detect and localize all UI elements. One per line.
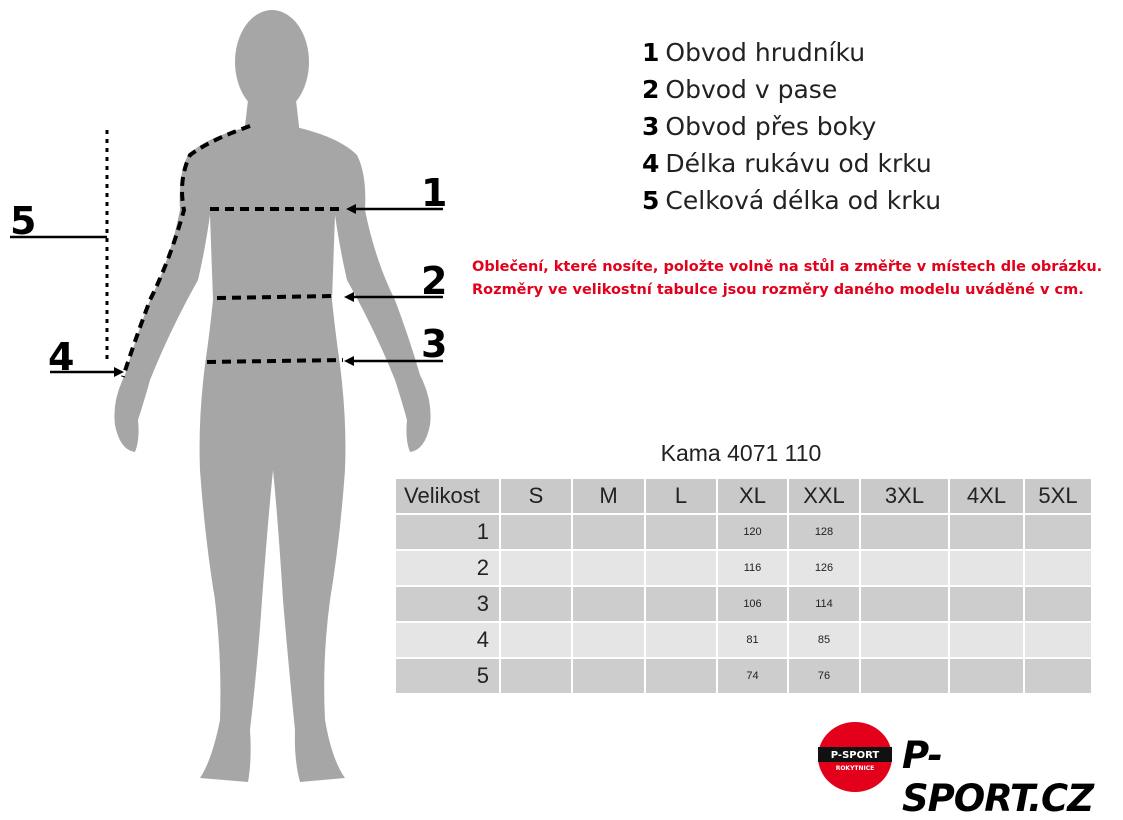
cell-4xl bbox=[950, 623, 1023, 657]
cell-3xl bbox=[861, 623, 948, 657]
table-row bbox=[396, 659, 1091, 693]
row-label: 2 bbox=[396, 551, 499, 585]
cell-4xl bbox=[950, 515, 1023, 549]
legend-number: 1 bbox=[642, 38, 660, 67]
legend-number: 5 bbox=[642, 186, 660, 215]
cell-xxl: 126 bbox=[789, 551, 859, 585]
cell-xl: 106 bbox=[718, 587, 787, 621]
cell-m bbox=[573, 515, 644, 549]
legend-text: Obvod v pase bbox=[665, 75, 838, 104]
diagram-label-4: 4 bbox=[48, 335, 75, 379]
cell-3xl bbox=[861, 659, 948, 693]
row-label: 3 bbox=[396, 587, 499, 621]
table-header-row bbox=[396, 479, 1091, 513]
cell-m bbox=[573, 551, 644, 585]
header-3xl: 3XL bbox=[861, 479, 948, 513]
cell-4xl bbox=[950, 659, 1023, 693]
legend-item bbox=[642, 71, 941, 108]
table-row bbox=[396, 515, 1091, 549]
cell-l bbox=[646, 551, 716, 585]
cell-xxl: 76 bbox=[789, 659, 859, 693]
cell-5xl bbox=[1025, 587, 1091, 621]
row-label: 5 bbox=[396, 659, 499, 693]
p-sport-logo-badge bbox=[815, 720, 895, 794]
header-s: S bbox=[501, 479, 571, 513]
header-xl: XL bbox=[718, 479, 787, 513]
size-table bbox=[394, 477, 1093, 695]
legend-item bbox=[642, 182, 941, 219]
legend-number: 2 bbox=[642, 75, 660, 104]
legend-text: Délka rukávu od krku bbox=[665, 149, 932, 178]
cell-4xl bbox=[950, 587, 1023, 621]
cell-l bbox=[646, 587, 716, 621]
instruction-line-1: Oblečení, které nosíte, položte volně na stůl a změřte v místech dle obrázku. bbox=[472, 259, 1103, 275]
cell-xl: 120 bbox=[718, 515, 787, 549]
cell-xxl: 128 bbox=[789, 515, 859, 549]
table-row bbox=[396, 623, 1091, 657]
cell-s bbox=[501, 587, 571, 621]
diagram-label-3: 3 bbox=[421, 322, 448, 366]
legend-item bbox=[642, 145, 941, 182]
legend-item bbox=[642, 34, 941, 71]
cell-4xl bbox=[950, 551, 1023, 585]
header-l: L bbox=[646, 479, 716, 513]
cell-xl: 74 bbox=[718, 659, 787, 693]
cell-5xl bbox=[1025, 623, 1091, 657]
badge-text-top: P-SPORT bbox=[830, 750, 880, 761]
header-size: Velikost bbox=[396, 479, 499, 513]
table-row bbox=[396, 551, 1091, 585]
cell-s bbox=[501, 623, 571, 657]
cell-s bbox=[501, 515, 571, 549]
header-xxl: XXL bbox=[789, 479, 859, 513]
legend-text: Obvod hrudníku bbox=[665, 38, 866, 67]
instruction-line-2: Rozměry ve velikostní tabulce jsou rozměry daného modelu uváděné v cm. bbox=[472, 282, 1084, 298]
diagram-label-5: 5 bbox=[10, 199, 37, 243]
cell-5xl bbox=[1025, 515, 1091, 549]
table-row bbox=[396, 587, 1091, 621]
measuring-instructions bbox=[472, 256, 1112, 302]
human-silhouette bbox=[114, 10, 430, 782]
row-label: 1 bbox=[396, 515, 499, 549]
cell-m bbox=[573, 659, 644, 693]
cell-m bbox=[573, 623, 644, 657]
brand-name: P-SPORT.CZ bbox=[902, 734, 1094, 820]
diagram-label-2: 2 bbox=[421, 259, 448, 303]
legend-text: Obvod přes boky bbox=[665, 112, 877, 141]
header-5xl: 5XL bbox=[1025, 479, 1091, 513]
cell-l bbox=[646, 659, 716, 693]
table-title: Kama 4071 110 bbox=[660, 440, 822, 466]
badge-text-bottom: ROKYTNICE bbox=[835, 765, 875, 772]
cell-l bbox=[646, 623, 716, 657]
cell-m bbox=[573, 587, 644, 621]
diagram-label-1: 1 bbox=[421, 171, 448, 215]
cell-3xl bbox=[861, 551, 948, 585]
legend-item bbox=[642, 108, 941, 145]
row-label: 4 bbox=[396, 623, 499, 657]
cell-l bbox=[646, 515, 716, 549]
cell-5xl bbox=[1025, 551, 1091, 585]
header-4xl: 4XL bbox=[950, 479, 1023, 513]
header-m: M bbox=[573, 479, 644, 513]
cell-s bbox=[501, 551, 571, 585]
cell-xl: 116 bbox=[718, 551, 787, 585]
cell-xxl: 85 bbox=[789, 623, 859, 657]
legend-number: 3 bbox=[642, 112, 660, 141]
cell-xxl: 114 bbox=[789, 587, 859, 621]
cell-3xl bbox=[861, 587, 948, 621]
legend-number: 4 bbox=[642, 149, 660, 178]
cell-xl: 81 bbox=[718, 623, 787, 657]
cell-5xl bbox=[1025, 659, 1091, 693]
measurement-legend bbox=[642, 34, 941, 219]
cell-s bbox=[501, 659, 571, 693]
cell-3xl bbox=[861, 515, 948, 549]
legend-text: Celková délka od krku bbox=[665, 186, 942, 215]
